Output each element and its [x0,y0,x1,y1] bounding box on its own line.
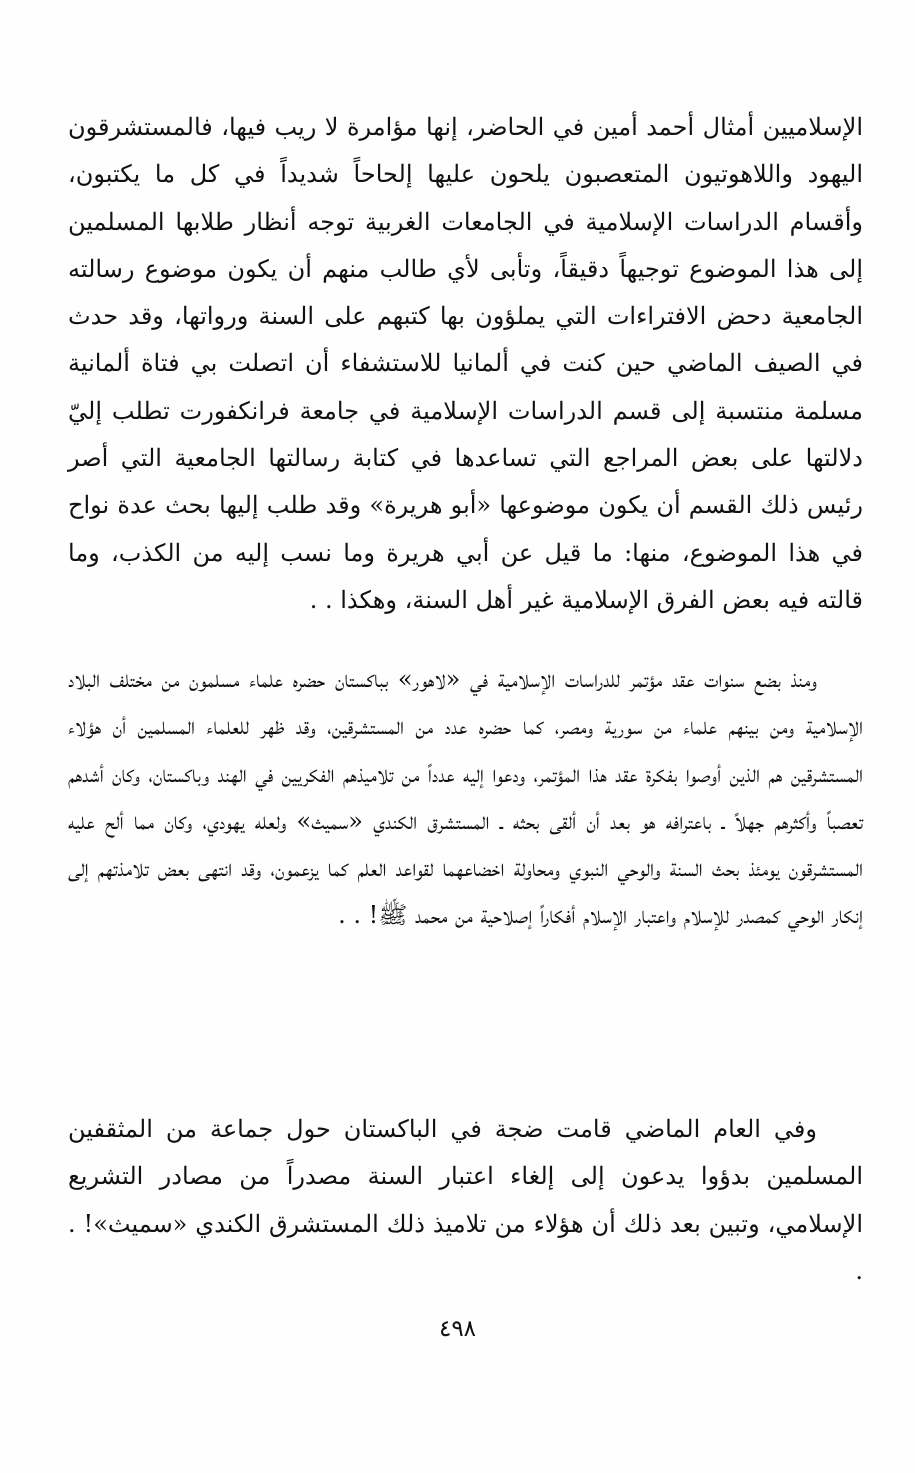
paragraph-2: ومنذ بضع سنوات عقد مؤتمر للدراسات الإسلامية في «لاهور» بباكستان حضره علماء مسلمون من مختلف البلاد الإسلامية ومن بينهم علماء من سورية ومصر، كما حضره عدد من المستشرقين، وقد ظهر للعلماء المسلمين أن هؤلاء المستشرقين هم الذين أوصوا بفكرة عقد هذا المؤتمر، ودعوا إليه عدداً من تلاميذهم الفكريين في الهند وباكستان، وكان أشدهم تعصباً وأكثرهم جهلاً ـ باعترافه هو بعد أن ألقى بحثه ـ المستشرق الكندي «سميث» ولعله يهودي، وكان مما ألح عليه المستشرقون يومئذ بحث السنة والوحي النبوي ومحاولة اخضاعهما لقواعد العلم كما يزعمون، وقد انتهى بعض تلامذتهم إلى إنكار الوحي كمصدر للإسلام واعتبار الإسلام أفكاراً إصلاحية من محمد ﷺ! . . [68,665,863,930]
page-number: ٤٩٨ [438,1316,477,1342]
paragraph-1: الإسلاميين أمثال أحمد أمين في الحاضر، إنها مؤامرة لا ريب فيها، فالمستشرقون اليهود واللاهوتيون المتعصبون يلحون عليها إلحاحاً شديداً في كل ما يكتبون، وأقسام الدراسات الإسلامية في الجامعات الغربية توجه أنظار طلابها المسلمين إلى هذا الموضوع توجيهاً دقيقاً، وتأبى لأي طالب منهم أن يكون موضوع رسالته الجامعية دحض الافتراءات التي يملؤون بها كتبهم على السنة ورواتها، وقد حدث في الصيف الماضي حين كنت في ألمانيا للاستشفاء أن اتصلت بي فتاة ألمانية مسلمة منتسبة إلى قسم الدراسات الإسلامية في جامعة فرانكفورت تطلب إليّ دلالتها على بعض المراجع التي تساعدها في كتابة رسالتها الجامعية التي أصر رئيس ذلك القسم أن يكون موضوعها «أبو هريرة» وقد طلب إليها بحث عدة نواح في هذا الموضوع، منها: ما قيل عن أبي هريرة وما نسب إليه من الكذب، وما قالته فيه بعض الفرق الإسلامية غير أهل السنة، وهكذا . . [68,113,863,614]
paragraph-3: وفي العام الماضي قامت ضجة في الباكستان حول جماعة من المثقفين المسلمين بدؤوا يدعون إلى إلغاء اعتبار السنة مصدراً من مصادر التشريع الإسلامي، وتبين بعد ذلك أن هؤلاء من تلاميذ ذلك المستشرق الكندي «سميث»! . . [68,1115,863,1285]
